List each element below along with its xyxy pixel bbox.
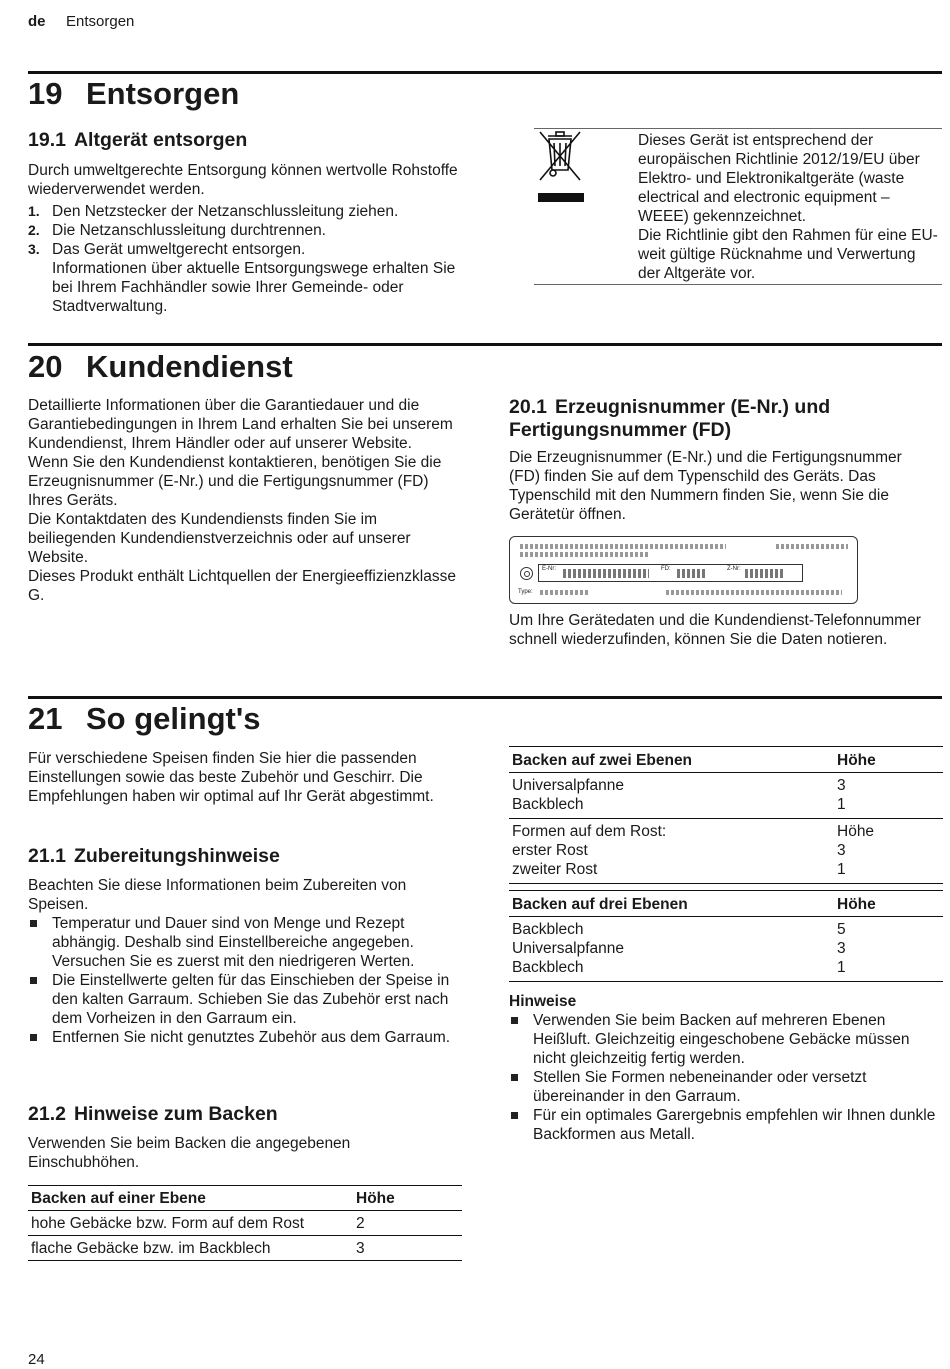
section-19-number: 19 — [28, 76, 63, 111]
table-cell: zweiter Rost — [512, 861, 598, 878]
table-row — [509, 860, 943, 884]
table-row — [509, 795, 943, 819]
column-header: Höhe — [356, 1190, 395, 1207]
column-header: Höhe — [837, 896, 876, 913]
subsection-19-1-number: 19.1 — [28, 129, 66, 151]
list-item-text: Entfernen Sie nicht genutztes Zubehör aus dem Garraum. — [52, 1029, 451, 1046]
table-three-levels — [509, 890, 943, 982]
step-number: 1. — [28, 203, 40, 219]
plate-text-placeholder — [666, 590, 842, 595]
subsection-19-1-heading — [28, 129, 247, 152]
plate-number-box — [538, 564, 803, 582]
subsection-21-2-number: 21.2 — [28, 1103, 66, 1125]
list-item — [28, 1028, 466, 1047]
preparation-hints-list — [28, 914, 466, 1047]
section-21-number: 21 — [28, 701, 63, 736]
subsection-21-1-title: Zubereitungshinweise — [73, 845, 280, 867]
section-21-intro: Für verschiedene Speisen finden Sie hier die passenden Einstellungen sowie das beste Zubehör und Geschirr. Die Empfehlungen haben wir optimal auf Ihr Gerät abgestimmt. — [28, 750, 434, 805]
cs-paragraph: Dieses Produkt enthält Lichtquellen der Energieeffizienzklasse G. — [28, 568, 456, 604]
column-header: Backen auf drei Ebenen — [512, 896, 688, 913]
column-header: Backen auf einer Ebene — [31, 1190, 206, 1207]
table-row — [509, 841, 943, 860]
weee-paragraph: Dieses Gerät ist entsprechend der europäischen Richtlinie 2012/19/EU über Elektro- und Elektronikaltgeräte (waste electrical and electronic equipment – WEEE) gekennzeichnet. — [638, 132, 920, 225]
weee-top-rule — [534, 128, 942, 129]
step-text: Die Netzanschlussleitung durchtrennen. — [52, 222, 326, 239]
table-cell: Backblech — [512, 796, 584, 813]
section-21-heading — [28, 701, 260, 737]
rating-plate-illustration — [509, 536, 858, 604]
subsection-21-2-heading — [28, 1103, 278, 1126]
table-cell: erster Rost — [512, 842, 588, 859]
table-cell: hohe Gebäcke bzw. Form auf dem Rost — [31, 1215, 305, 1232]
rating-plate-text: Die Erzeugnisnummer (E-Nr.) und die Fertigungsnummer (FD) finden Sie auf dem Typenschild des Geräts. Das Typenschild mit den Nummern finden Sie, wenn Sie die Gerätetür öffnen. — [509, 449, 902, 523]
table-cell: 3 — [837, 940, 846, 957]
table-cell: Backblech — [512, 921, 584, 938]
running-header-title: Entsorgen — [66, 13, 135, 30]
subsection-20-1-heading — [509, 396, 929, 442]
section-19-title: Entsorgen — [86, 76, 240, 111]
subsection-20-1-number: 20.1 — [509, 396, 547, 418]
table-cell: Universalpfanne — [512, 777, 625, 794]
plate-text-placeholder — [520, 552, 648, 557]
table-cell: Backblech — [512, 959, 584, 976]
table-cell: Universalpfanne — [512, 940, 625, 957]
section-19-rule — [28, 71, 942, 74]
bullet-square-icon — [30, 977, 37, 984]
section-20-heading — [28, 349, 293, 385]
plate-enr-label: E-Nr: — [542, 566, 556, 572]
language-code: de — [28, 13, 46, 30]
weee-notice — [638, 131, 938, 283]
plate-text-placeholder — [520, 544, 726, 549]
section-21-rule — [28, 696, 942, 699]
crossed-out-wheelie-bin-icon — [536, 130, 584, 206]
step-number: 3. — [28, 241, 40, 257]
step-item — [28, 221, 468, 240]
table-header-row — [509, 891, 943, 917]
table-header-row — [28, 1186, 462, 1211]
list-item-text: Temperatur und Dauer sind von Menge und Rezept abhängig. Deshalb sind Einstellbereiche angegeben. Versuchen Sie es zuerst mit den niedrigeren Werten. — [52, 915, 415, 970]
table-row — [28, 1211, 462, 1236]
table-cell: 1 — [837, 796, 846, 813]
step-note — [28, 259, 468, 316]
bullet-square-icon — [511, 1017, 518, 1024]
hints-title: Hinweise — [509, 993, 577, 1010]
weee-bottom-rule — [534, 284, 942, 285]
list-item-text: Die Einstellwerte gelten für das Einschieben der Speise in den kalten Garraum. Schieben Sie das Zubehör erst nach dem Vorheizen in den Garraum ein. — [52, 972, 450, 1027]
bullet-square-icon — [30, 920, 37, 927]
plate-enr-value — [563, 569, 649, 578]
list-item — [509, 1106, 939, 1144]
baking-intro: Verwenden Sie beim Backen die angegebenen Einschubhöhen. — [28, 1135, 351, 1171]
preparation-intro: Beachten Sie diese Informationen beim Zubereiten von Speisen. — [28, 877, 407, 913]
table-cell: 3 — [837, 842, 846, 859]
step-item — [28, 202, 468, 221]
list-item-text: Für ein optimales Garergebnis empfehlen wir Ihnen dunkle Backformen aus Metall. — [533, 1107, 936, 1143]
plate-text-placeholder — [776, 544, 848, 549]
bullet-square-icon — [30, 1034, 37, 1041]
plate-text-placeholder — [540, 590, 590, 595]
table-cell: flache Gebäcke bzw. im Backblech — [31, 1240, 271, 1257]
column-header: Höhe — [837, 752, 876, 769]
step-text: Den Netzstecker der Netzanschlussleitung ziehen. — [52, 203, 399, 220]
weee-paragraph: Die Richtlinie gibt den Rahmen für eine EU-weit gültige Rücknahme und Verwertung der Altgeräte vor. — [638, 227, 938, 282]
table-cell: 1 — [837, 959, 846, 976]
table-two-levels — [509, 746, 943, 884]
table-cell: 5 — [837, 921, 846, 938]
table-row — [509, 819, 943, 842]
table-cell: Formen auf dem Rost: — [512, 823, 667, 840]
table-row — [509, 773, 943, 796]
list-item-text: Verwenden Sie beim Backen auf mehreren Ebenen Heißluft. Gleichzeitig eingeschobene Gebäcke müssen nicht gleichzeitig fertig werden. — [533, 1012, 910, 1067]
table-cell: 3 — [356, 1240, 365, 1257]
subsection-19-1-title: Altgerät entsorgen — [73, 129, 248, 151]
step-text: Das Gerät umweltgerecht entsorgen. — [52, 241, 306, 258]
plate-type-label: Type: — [518, 589, 533, 595]
section-19-heading — [28, 76, 239, 112]
step-number: 2. — [28, 222, 40, 238]
list-item — [28, 914, 466, 971]
customer-service-text — [28, 396, 464, 605]
table-one-level — [28, 1185, 462, 1261]
table-row — [509, 917, 943, 940]
plate-znr-value — [745, 569, 785, 578]
bullet-square-icon — [511, 1112, 518, 1119]
table-cell: 3 — [837, 777, 846, 794]
plate-znr-label: Z-Nr: — [727, 566, 741, 572]
subsection-20-1-title: Erzeugnisnummer (E-Nr.) und Fertigungsnummer (FD) — [509, 396, 831, 441]
disposal-steps — [28, 202, 468, 316]
column-header: Backen auf zwei Ebenen — [512, 752, 693, 769]
cs-paragraph: Detaillierte Informationen über die Garantiedauer und die Garantiebedingungen in Ihrem Land erhalten Sie bei unserem Kundendienst, Ihrem Händler oder auf unserer Website. — [28, 397, 453, 452]
subsection-21-1-heading — [28, 845, 280, 868]
table-header-row — [509, 747, 943, 773]
cs-paragraph: Wenn Sie den Kundendienst kontaktieren, benötigen Sie die Erzeugnisnummer (E-Nr.) und die Fertigungsnummer (FD) Ihres Geräts. — [28, 454, 442, 509]
disposal-intro: Durch umweltgerechte Entsorgung können wertvolle Rohstoffe wiederverwendet werden. — [28, 162, 458, 198]
section-21-title: So gelingt's — [86, 701, 261, 736]
list-item — [28, 971, 466, 1028]
cs-paragraph: Die Kontaktdaten des Kundendiensts finden Sie im beiliegenden Kundendienstverzeichnis oder auf unserer Website. — [28, 511, 411, 566]
table-row — [28, 1236, 462, 1261]
subsection-21-1-number: 21.1 — [28, 845, 66, 867]
list-item — [509, 1011, 939, 1068]
section-20-number: 20 — [28, 349, 63, 384]
note-data-text: Um Ihre Gerätedaten und die Kundendienst-Telefonnummer schnell wiederzufinden, können Sie die Daten notieren. — [509, 612, 921, 648]
table-row — [509, 939, 943, 958]
plate-logo-icon — [520, 567, 533, 580]
list-item-text: Stellen Sie Formen nebeneinander oder versetzt übereinander in den Garraum. — [533, 1069, 867, 1105]
step-item — [28, 240, 468, 259]
subsection-21-2-title: Hinweise zum Backen — [73, 1103, 278, 1125]
table-cell: 2 — [356, 1215, 365, 1232]
section-20-title: Kundendienst — [86, 349, 293, 384]
table-row — [509, 958, 943, 982]
section-20-rule — [28, 343, 942, 346]
plate-fd-value — [677, 569, 705, 578]
step-3-note: Informationen über aktuelle Entsorgungswege erhalten Sie bei Ihrem Fachhändler sowie Ihrer Gemeinde- oder Stadtverwaltung. — [52, 260, 456, 315]
baking-hints-list — [509, 1011, 939, 1144]
bullet-square-icon — [511, 1074, 518, 1081]
list-item — [509, 1068, 939, 1106]
table-cell: Höhe — [837, 823, 875, 840]
table-cell: 1 — [837, 861, 846, 878]
page-number: 24 — [28, 1351, 45, 1368]
plate-fd-label: FD: — [661, 566, 671, 572]
